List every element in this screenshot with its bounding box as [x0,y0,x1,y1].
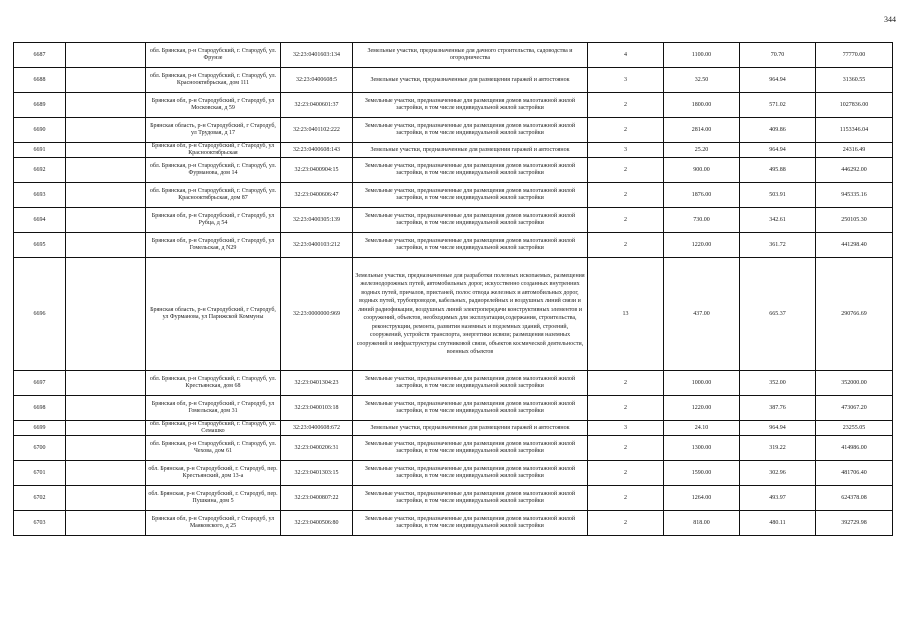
cell-record-number: 6700 [14,436,66,461]
table-row [14,68,893,93]
cell-record-number: 6703 [14,511,66,536]
cell-cadastral-number: 32:23:0400608:143 [281,143,353,158]
cell-land-use: Земельные участки, предназначенные для размещения домов малоэтажной жилой застройки, в том числе индивидуальной жилой застройки [353,93,588,118]
cell-area: 1300.00 [664,436,740,461]
cell-address: Брянская обл, р-н Стародубский, г Стародуб, ул Гомельская, дом 31 [146,396,281,421]
cell-cadastral-value: 23255.05 [816,421,893,436]
cell-land-use: Земельные участки, предназначенные для разработки полезных ископаемых, размещения железнодорожных путей, автомобильных дорог, искусственно созданных внутренних водных путей, причалов, пристаней, полос отвода железных и автомобильных дорог, водных путей, трубопроводов, кабельных, радиорелейных и воздушных линий связи и линий радиофикации, воздушных линий электропередачи конструктивных элементов и сооружений, объектов, необходимых для эксплуатации,содержания, строительства, реконструкции, ремонта, развития наземных и подземных зданий, строений, сооружений, устройств транспорта, энергетики исвязи; размещения наземных сооружений и инфраструктуры спутниковой связи, объектов космической деятельности, военных объектов [353,258,588,371]
cell-empty [66,258,146,371]
cell-use-group: 2 [588,183,664,208]
cell-use-group: 2 [588,118,664,143]
cell-address: Брянская обл, р-н Стародубский, г Стародуб, ул Гомельская, д N29 [146,233,281,258]
cell-empty [66,93,146,118]
cell-cadastral-value: 945335.16 [816,183,893,208]
cell-cadastral-number: 32:23:0400807:22 [281,486,353,511]
cell-use-group: 2 [588,158,664,183]
cell-area: 437.00 [664,258,740,371]
cell-use-group: 2 [588,233,664,258]
cell-cadastral-value: 1027836.00 [816,93,893,118]
cell-record-number: 6702 [14,486,66,511]
table-row [14,396,893,421]
cell-area: 24.10 [664,421,740,436]
cell-empty [66,396,146,421]
cell-area: 818.00 [664,511,740,536]
cell-empty [66,143,146,158]
cell-address: Брянская область, р-н Стародубский, г Стародуб, ул Фурманова, ул Парижской Коммуны [146,258,281,371]
cell-cadastral-number: 32:23:0400103:18 [281,396,353,421]
cell-cadastral-number: 32:23:0400904:15 [281,158,353,183]
cell-land-use: Земельные участки, предназначенные для размещения домов малоэтажной жилой застройки, в том числе индивидуальной жилой застройки [353,233,588,258]
cell-area: 1220.00 [664,396,740,421]
cell-cadastral-value: 24316.49 [816,143,893,158]
cell-use-group: 2 [588,486,664,511]
cell-specific-value: 964.94 [740,421,816,436]
cell-address: обл. Брянская, р-н Стародубский, г. Стародуб, ул. Крестьянская, дом 68 [146,371,281,396]
cell-land-use: Земельные участки, предназначенные для размещения домов малоэтажной жилой застройки, в том числе индивидуальной жилой застройки [353,511,588,536]
cell-cadastral-number: 32:23:0000000:969 [281,258,353,371]
cell-cadastral-value: 290766.69 [816,258,893,371]
cell-land-use: Земельные участки, предназначенные для дачного строительства, садоводства и огородничества [353,43,588,68]
cell-cadastral-number: 32:23:0400206:31 [281,436,353,461]
cell-area: 730.00 [664,208,740,233]
cell-cadastral-value: 1153346.04 [816,118,893,143]
cell-address: Брянская обл, р-н Стародубский, г Стародуб, ул Маяковского, д 25 [146,511,281,536]
cell-specific-value: 495.88 [740,158,816,183]
cell-record-number: 6690 [14,118,66,143]
cell-record-number: 6701 [14,461,66,486]
cell-cadastral-value: 481706.40 [816,461,893,486]
cell-cadastral-number: 32:23:0401304:23 [281,371,353,396]
cell-cadastral-number: 32:23:0400608:5 [281,68,353,93]
cell-cadastral-value: 441298.40 [816,233,893,258]
cell-use-group: 4 [588,43,664,68]
cell-use-group: 2 [588,436,664,461]
table-row [14,371,893,396]
cell-specific-value: 665.37 [740,258,816,371]
cell-address: обл. Брянская, р-н Стародубский, г. Стародуб, ул. Краснооктябрьская, дом 111 [146,68,281,93]
cell-cadastral-value: 392729.98 [816,511,893,536]
cell-address: обл. Брянская, р-н Стародубский, г. Стародуб, ул. Семашко [146,421,281,436]
cell-record-number: 6697 [14,371,66,396]
cell-land-use: Земельные участки, предназначенные для размещения гаражей и автостоянок [353,421,588,436]
table-body [14,43,893,536]
cell-cadastral-number: 32:23:0400103:212 [281,233,353,258]
cell-specific-value: 493.97 [740,486,816,511]
table-row [14,43,893,68]
cell-cadastral-number: 32:23:0400606:47 [281,183,353,208]
cell-specific-value: 342.61 [740,208,816,233]
cell-empty [66,461,146,486]
table-row [14,208,893,233]
cell-address: Брянская обл, р-н Стародубский, г Стародуб, ул Рубца, д 54 [146,208,281,233]
cell-area: 1590.00 [664,461,740,486]
cell-cadastral-number: 32:23:0400601:37 [281,93,353,118]
cell-address: обл. Брянская, р-н Стародубский, г. Стародуб, пер. Пушкина, дом 5 [146,486,281,511]
cell-area: 1000.00 [664,371,740,396]
table-row [14,461,893,486]
cell-cadastral-number: 32:23:0400305:139 [281,208,353,233]
cell-empty [66,43,146,68]
cell-record-number: 6692 [14,158,66,183]
cell-land-use: Земельные участки, предназначенные для размещения домов малоэтажной жилой застройки, в том числе индивидуальной жилой застройки [353,461,588,486]
cell-record-number: 6695 [14,233,66,258]
cell-empty [66,421,146,436]
cell-use-group: 13 [588,258,664,371]
cell-address: обл. Брянская, р-н Стародубский, г. Стародуб, ул. Фрунзе [146,43,281,68]
cell-land-use: Земельные участки, предназначенные для размещения домов малоэтажной жилой застройки, в том числе индивидуальной жилой застройки [353,371,588,396]
cell-cadastral-number: 32:23:0400506:80 [281,511,353,536]
cell-land-use: Земельные участки, предназначенные для размещения домов малоэтажной жилой застройки, в том числе индивидуальной жилой застройки [353,118,588,143]
cell-empty [66,511,146,536]
table-row [14,158,893,183]
cell-specific-value: 964.94 [740,143,816,158]
cell-record-number: 6691 [14,143,66,158]
cell-specific-value: 409.86 [740,118,816,143]
cell-empty [66,183,146,208]
cell-cadastral-value: 414986.00 [816,436,893,461]
cell-use-group: 2 [588,396,664,421]
cell-specific-value: 480.11 [740,511,816,536]
cell-record-number: 6694 [14,208,66,233]
cell-cadastral-number: 32:23:0400608:672 [281,421,353,436]
cell-land-use: Земельные участки, предназначенные для размещения домов малоэтажной жилой застройки, в том числе индивидуальной жилой застройки [353,396,588,421]
cell-record-number: 6699 [14,421,66,436]
table-row [14,183,893,208]
cell-cadastral-value: 624378.08 [816,486,893,511]
cell-use-group: 2 [588,511,664,536]
cell-record-number: 6696 [14,258,66,371]
cell-address: Брянская область, р-н Стародубский, г Стародуб, ул Трудовая, д 17 [146,118,281,143]
cell-address: Брянская обл, р-н Стародубский, г Стародуб, ул Краснооктябрьская [146,143,281,158]
cell-use-group: 3 [588,143,664,158]
cell-specific-value: 387.76 [740,396,816,421]
cell-specific-value: 503.91 [740,183,816,208]
table-row [14,511,893,536]
cell-land-use: Земельные участки, предназначенные для размещения домов малоэтажной жилой застройки, в том числе индивидуальной жилой застройки [353,183,588,208]
cell-area: 1800.00 [664,93,740,118]
cell-cadastral-value: 31360.55 [816,68,893,93]
table-row [14,486,893,511]
cell-use-group: 3 [588,68,664,93]
table-row [14,258,893,371]
cell-cadastral-value: 250105.30 [816,208,893,233]
cell-empty [66,486,146,511]
cell-use-group: 2 [588,371,664,396]
table-row [14,93,893,118]
cell-area: 1220.00 [664,233,740,258]
cell-specific-value: 70.70 [740,43,816,68]
table-row [14,143,893,158]
cell-address: обл. Брянская, р-н Стародубский, г. Стародуб, пер. Крестьянский, дом 13-а [146,461,281,486]
cell-empty [66,436,146,461]
cell-record-number: 6687 [14,43,66,68]
cell-empty [66,158,146,183]
cell-area: 32.50 [664,68,740,93]
cell-address: обл. Брянская, р-н Стародубский, г. Стародуб, ул. Фурманова, дом 14 [146,158,281,183]
cell-empty [66,68,146,93]
cell-record-number: 6688 [14,68,66,93]
cell-specific-value: 964.94 [740,68,816,93]
table-row [14,421,893,436]
cell-address: обл. Брянская, р-н Стародубский, г. Стародуб, ул. Краснооктябрьская, дом 87 [146,183,281,208]
table-row [14,233,893,258]
cell-cadastral-value: 77770.00 [816,43,893,68]
table-row [14,118,893,143]
cell-land-use: Земельные участки, предназначенные для размещения гаражей и автостоянок [353,68,588,93]
cell-empty [66,371,146,396]
cell-use-group: 2 [588,93,664,118]
cell-cadastral-number: 32:23:0401102:222 [281,118,353,143]
cell-land-use: Земельные участки, предназначенные для размещения домов малоэтажной жилой застройки, в том числе индивидуальной жилой застройки [353,436,588,461]
cell-address: обл. Брянская, р-н Стародубский, г. Стародуб, ул. Чехова, дом 61 [146,436,281,461]
cell-cadastral-number: 32:23:0401303:15 [281,461,353,486]
cell-specific-value: 302.96 [740,461,816,486]
cell-area: 1264.00 [664,486,740,511]
cell-use-group: 2 [588,208,664,233]
cell-area: 2814.00 [664,118,740,143]
cell-area: 900.00 [664,158,740,183]
cell-land-use: Земельные участки, предназначенные для размещения домов малоэтажной жилой застройки, в том числе индивидуальной жилой застройки [353,158,588,183]
cell-area: 1100.00 [664,43,740,68]
cell-record-number: 6693 [14,183,66,208]
table-row [14,436,893,461]
cell-use-group: 2 [588,461,664,486]
cell-specific-value: 319.22 [740,436,816,461]
page-number: 344 [884,15,896,24]
cell-use-group: 3 [588,421,664,436]
cell-land-use: Земельные участки, предназначенные для размещения домов малоэтажной жилой застройки, в том числе индивидуальной жилой застройки [353,208,588,233]
cadastral-value-table [13,42,893,536]
cell-land-use: Земельные участки, предназначенные для размещения гаражей и автостоянок [353,143,588,158]
cell-record-number: 6698 [14,396,66,421]
cell-area: 1876.00 [664,183,740,208]
cell-record-number: 6689 [14,93,66,118]
cell-empty [66,233,146,258]
cell-empty [66,208,146,233]
cell-land-use: Земельные участки, предназначенные для размещения домов малоэтажной жилой застройки, в том числе индивидуальной жилой застройки [353,486,588,511]
cell-specific-value: 361.72 [740,233,816,258]
cell-address: Брянская обл, р-н Стародубский, г Стародуб, ул Московская, д 59 [146,93,281,118]
cell-cadastral-value: 352000.00 [816,371,893,396]
cell-cadastral-value: 446292.00 [816,158,893,183]
cell-area: 25.20 [664,143,740,158]
cell-cadastral-value: 473067.20 [816,396,893,421]
cell-empty [66,118,146,143]
cell-cadastral-number: 32:23:0401603:134 [281,43,353,68]
cell-specific-value: 352.00 [740,371,816,396]
cell-specific-value: 571.02 [740,93,816,118]
